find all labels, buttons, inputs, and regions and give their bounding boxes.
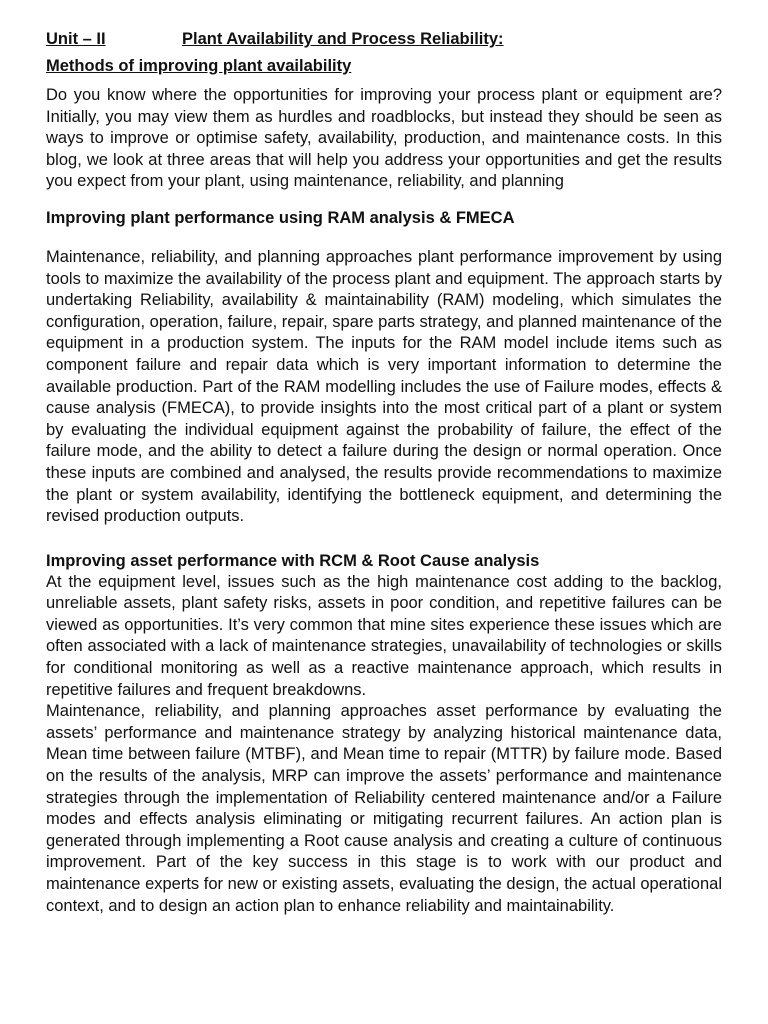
paragraph-intro: Do you know where the opportunities for improving your process plant or equipment are? Initially, you may view them as hurdles and roadblocks, but instead they should be seen as ways to improve or optimise safety, availability, production, and maintenance costs. In this blog, we look at three areas that will help you address your opportunities and get the results you expect from your plant, using maintenance, reliability, and planning — [46, 86, 722, 191]
paragraph-asset-performance: Maintenance, reliability, and planning approaches asset performance by evaluating the assets’ performance and maintenance strategy by analyzing historical maintenance data, Mean time between failure (MTBF), and Mean time to repair (MTTR) by failure mode. Based on the results of the analysis, MRP can improve the assets’ performance and maintenance strategies through the implementation of Reliability centered maintenance and/or a Failure modes and effects analysis eliminating or mitigating recurrent failures. An action plan is generated through implementing a Root cause analysis and creating a culture of continuous improvement. Part of the key success in this stage is to work with our product and maintenance experts for new or existing assets, evaluating the design, the actual operational context, and to design an action plan to enhance reliability and maintainability. — [46, 702, 722, 915]
paragraph-equipment-level: At the equipment level, issues such as the high maintenance cost adding to the backlog, unreliable assets, plant safety risks, assets in poor condition, and repetitive failures can be viewed as opportunities. It’s very common that mine sites experience these issues which are often associated with a lack of maintenance strategies, unavailability of technologies or skills for conditional monitoring as well as a reactive maintenance approach, which results in repetitive failures and frequent breakdowns. — [46, 572, 722, 699]
unit-label: Unit – II — [46, 30, 106, 48]
section-heading-rcm-root-cause: Improving asset performance with RCM & Root Cause analysis — [46, 551, 540, 570]
document-title: Plant Availability and Process Reliability: — [182, 30, 504, 48]
section-heading-ram-fmeca: Improving plant performance using RAM analysis & FMECA — [46, 208, 515, 227]
document-header — [46, 28, 722, 50]
paragraph-ram-fmeca: Maintenance, reliability, and planning approaches plant performance improvement by using tools to maximize the availability of the process plant and equipment. The approach starts by undertaking Reliability, availability & maintainability (RAM) modeling, which simulates the configuration, operation, failure, repair, spare parts strategy, and planned maintenance of the equipment in a production system. The inputs for the RAM model include items such as component failure and repair data which is very important information to determine the available production. Part of the RAM modelling includes the use of Failure modes, effects & cause analysis (FMECA), to provide insights into the most critical part of a plant or system by evaluating the individual equipment against the probability of failure, the effect of the failure mode, and the ability to detect a failure during the design or normal operation. Once these inputs are combined and analysed, the results provide recommendations to maximize the plant or system availability, identifying the bottleneck equipment, and determining the revised production outputs. — [46, 247, 722, 526]
section-heading-methods: Methods of improving plant availability — [46, 57, 352, 75]
